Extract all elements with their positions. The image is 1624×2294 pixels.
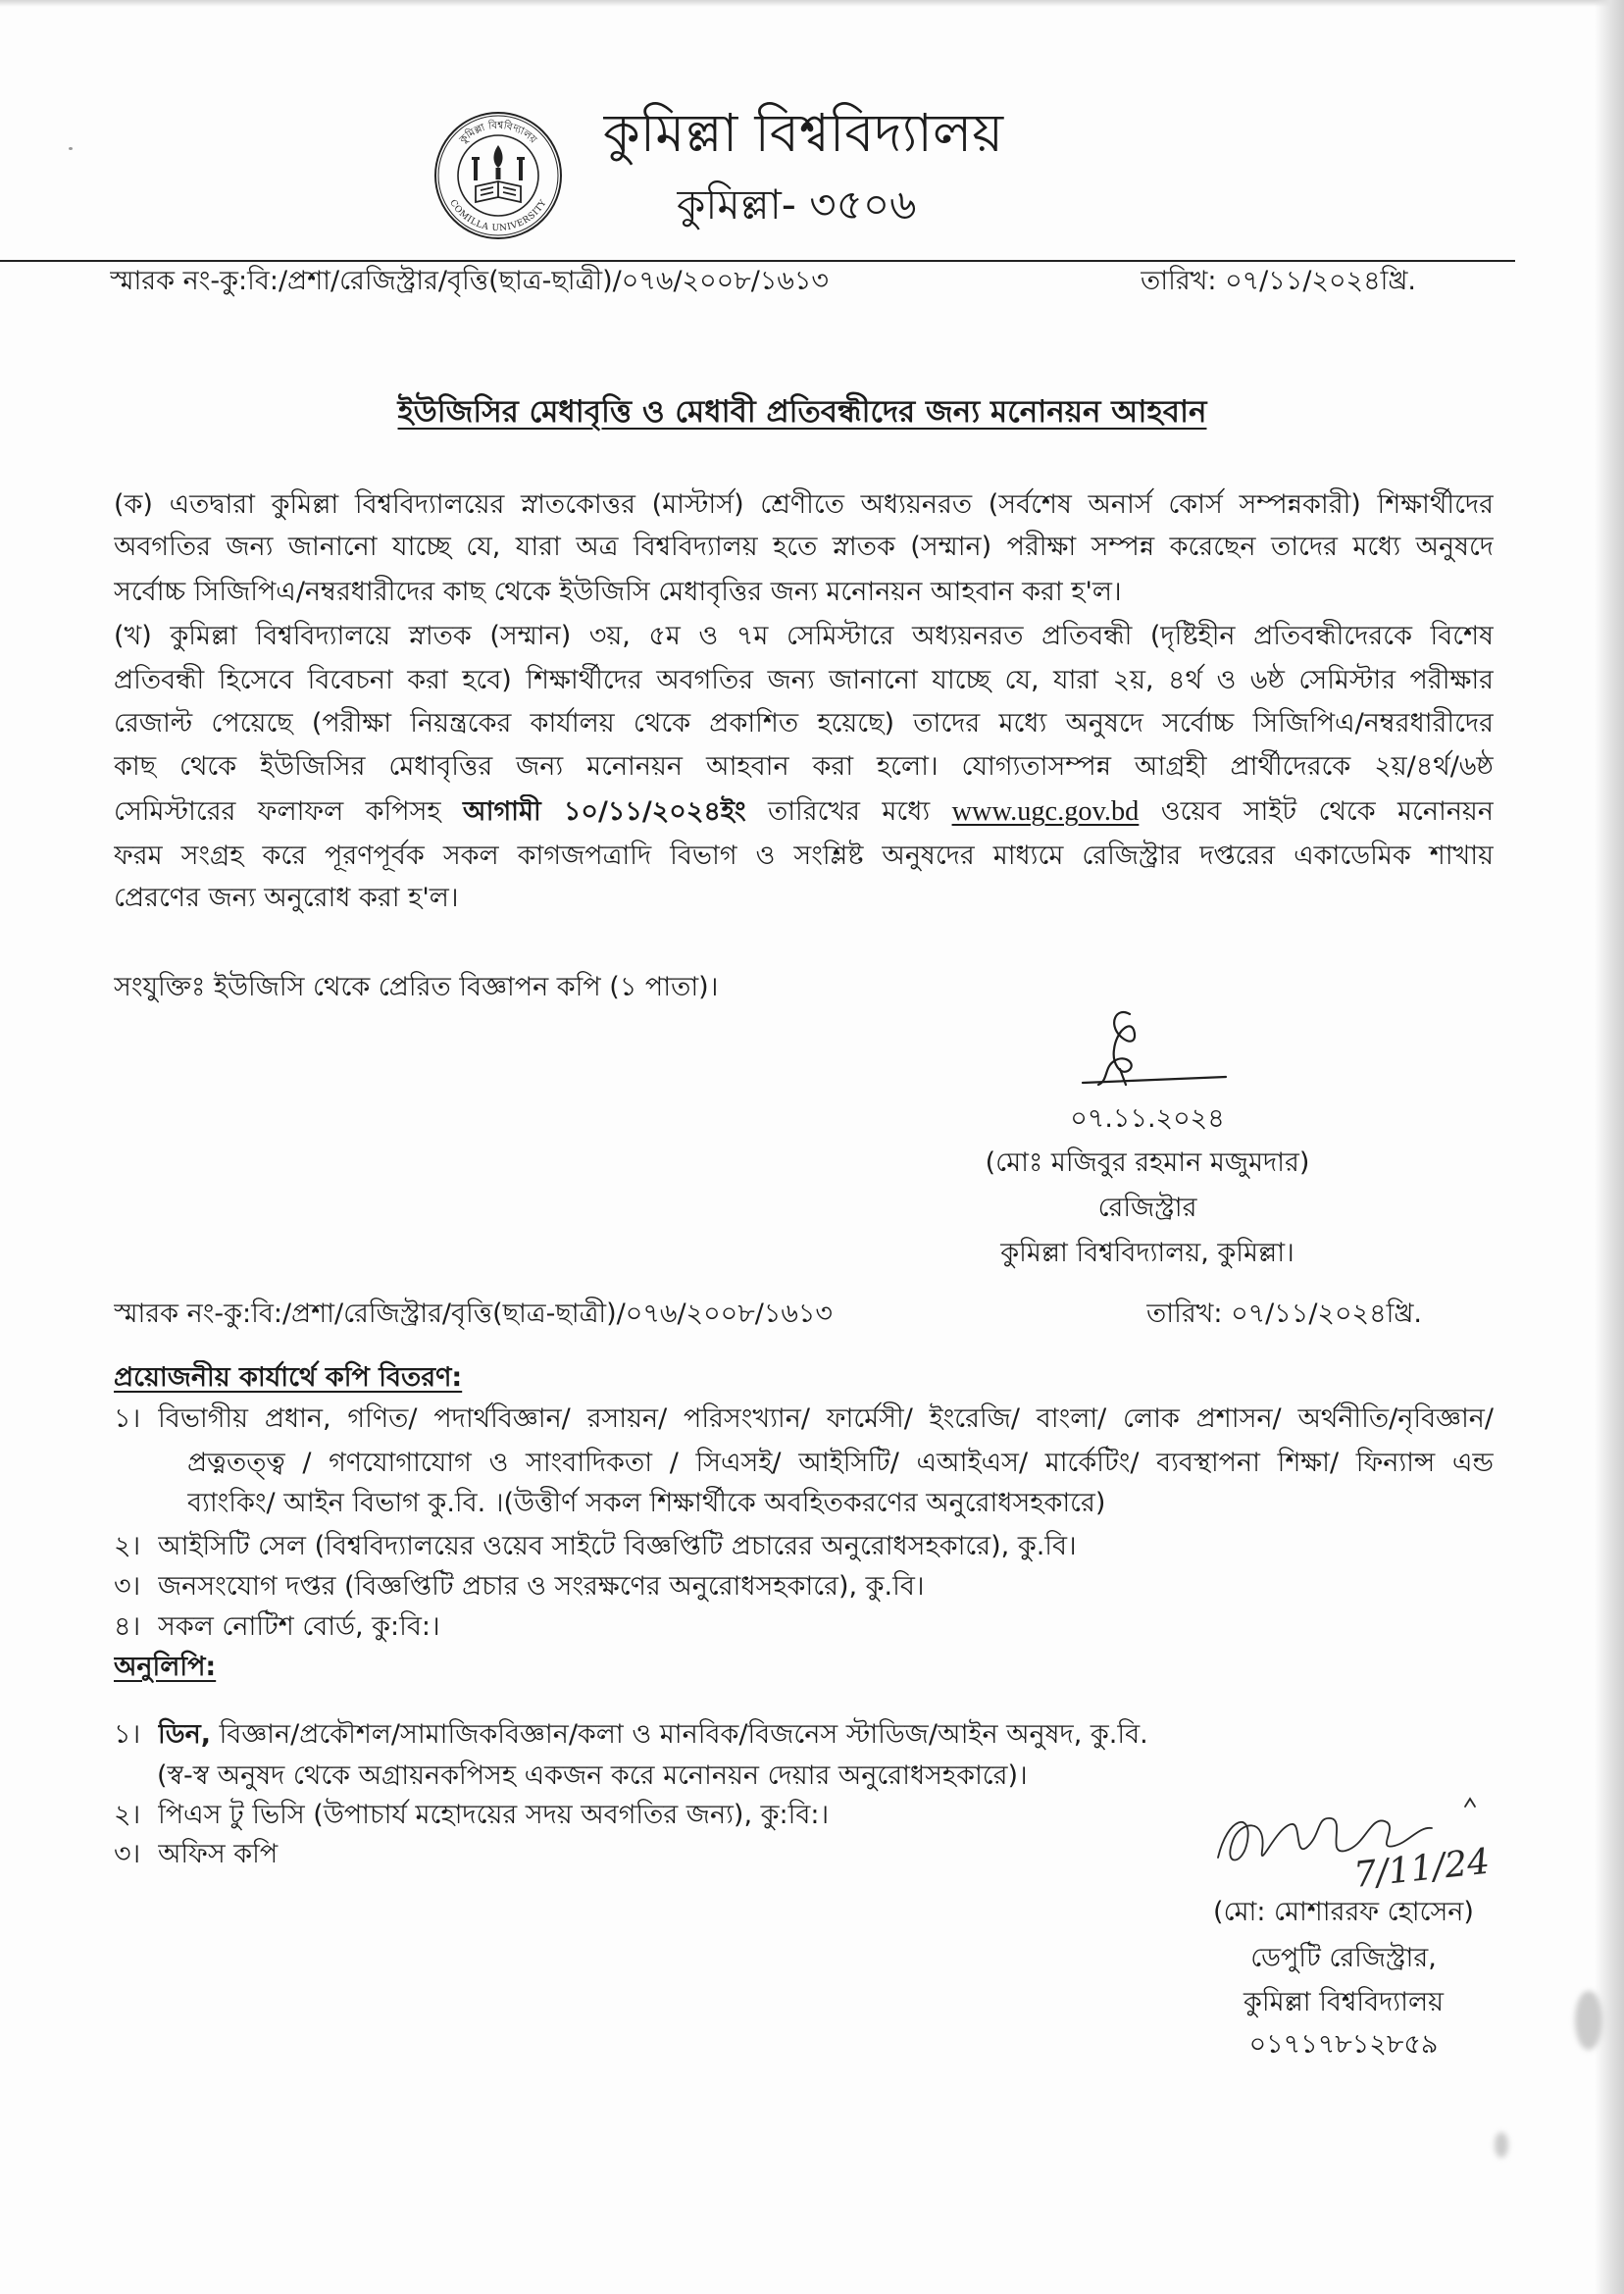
para-kha-line-3: রেজাল্ট পেয়েছে (পরীক্ষা নিয়ন্ত্রকের কার্যালয় থেকে প্রকাশিত হয়েছে) তাদের মধ্যে অনুষদে সর্বোচ্চ সিজিপিএ/নম্বরধারীদের [114,708,1494,739]
copies-item-3: অফিস কপি [158,1839,279,1869]
copies-item-1-number: ১। [114,1719,141,1750]
notice-title: ইউজিসির মেধাবৃত্তি ও মেধাবী প্রতিবন্ধীদের জন্য মনোনয়ন আহবান [397,394,1207,430]
para-ka-line-2: অবগতির জন্য জানানো যাচ্ছে যে, যারা অত্র বিশ্ববিদ্যালয় হতে স্নাতক (সম্মান) পরীক্ষা সম্পন্ন করেছেন তাদের মধ্যে অনুষদে [114,532,1494,562]
distribution-heading: প্রয়োজনীয় কার্যার্থে কপি বিতরণ: [114,1362,463,1393]
para-kha-line-4: কাছ থেকে ইউজিসির মেধাবৃত্তির জন্য মনোনয়ন আহবান করা হলো। যোগ্যতাসম্পন্ন আগ্রহী প্রার্থীদেরকে ২য়/৪র্থ/৬ষ্ঠ [114,751,1494,782]
memo-date-top: তারিখ: ০৭/১১/২০২৪খ্রি. [1141,266,1416,296]
ugc-website-url: www.ugc.gov.bd [951,796,1140,827]
copies-heading: অনুলিপি: [114,1652,217,1682]
logo-torch [493,145,502,179]
scan-edge-top [0,0,1624,7]
para-kha-line-6: ফরম সংগ্রহ করে পূরণপূর্বক সকল কাগজপত্রাদি বিভাগ ও সংশ্লিষ্ট অনুষদের মাধ্যমে রেজিস্ট্রার দপ্তরের একাডেমিক শাখায় [114,841,1494,871]
attachment-note: সংযুক্তিঃ ইউজিসি থেকে প্রেরিত বিজ্ঞাপন কপি (১ পাতা)। [114,972,719,1002]
para-ka-line-3: সর্বোচ্চ সিজিপিএ/নম্বরধারীদের কাছ থেকে ইউজিসি মেধাবৃত্তির জন্য মনোনয়ন আহবান করা হ'ল। [114,577,1122,607]
header-divider [0,260,1515,262]
deputy-registrar-phone: ০১৭১৭৮১২৮৫৯ [1248,2029,1439,2060]
scan-smudge [1575,1991,1602,2050]
memo-reference-bottom: স্মারক নং-কু:বি:/প্রশা/রেজিস্ট্রার/বৃত্তি(ছাত্র-ছাত্রী)/০৭৬/২০০৮/১৬১৩ [114,1299,833,1329]
deputy-registrar-handwritten-date: 7/11/24 [1351,1841,1492,1896]
memo-date-bottom: তারিখ: ০৭/১১/২০২৪খ্রি. [1146,1299,1422,1329]
deputy-registrar-designation: ডেপুটি রেজিস্ট্রার, [1250,1943,1437,1973]
university-city-postcode: কুমিল্লা- ৩৫০৬ [677,180,917,229]
copies-item-2-number: ২। [114,1800,141,1830]
registrar-designation: রেজিস্ট্রার [1097,1193,1197,1223]
para-kha-line-2: প্রতিবন্ধী হিসেবে বিবেচনা করা হবে) শিক্ষার্থীদের অবগতির জন্য জানানো যাচ্ছে যে, যারা ২য়, ৪র্থ ও ৬ষ্ঠ সেমিস্টার পরীক্ষার [114,665,1494,695]
svg-text:কুমিল্লা বিশ্ববিদ্যালয় [457,119,540,147]
distribution-item-3: জনসংযোগ দপ্তর (বিজ্ঞপ্তিটি প্রচার ও সংরক্ষণের অনুরোধসহকারে), কু.বি। [158,1571,925,1602]
copies-item-3-number: ৩। [114,1839,141,1869]
registrar-name: (মোঃ মজিবুর রহমান মজুমদার) [985,1147,1310,1178]
distribution-item-2-number: ২। [114,1531,141,1561]
deputy-registrar-office: কুমিল্লা বিশ্ববিদ্যালয় [1243,1987,1444,2017]
para-kha-line-5-pre: সেমিস্টারের ফলাফল কপিসহ [114,796,441,827]
application-deadline: আগামী ১০/১১/২০২৪ইং [462,796,746,827]
registrar-signature [1069,1002,1236,1096]
para-kha-line-5-mid: তারিখের মধ্যে [767,796,931,827]
distribution-item-2: আইসিটি সেল (বিশ্ববিদ্যালয়ের ওয়েব সাইটে বিজ্ঞপ্তিটি প্রচারের অনুরোধসহকারে), কু.বি। [158,1531,1077,1561]
para-kha-line-5-post: ওয়েব সাইট থেকে মনোনয়ন [1160,796,1494,827]
distribution-item-1-line-2: প্রত্নতত্ত্ব / গণযোগাযোগ ও সাংবাদিকতা / সিএসই/ আইসিটি/ এআইএস/ মার্কেটিং/ ব্যবস্থাপনা শিক্ষা/ ফিন্যান্স এন্ড [187,1448,1494,1478]
distribution-item-4: সকল নোটিশ বোর্ড, কু:বি:। [158,1611,440,1642]
copies-item-1-note: (স্ব-স্ব অনুষদ থেকে অগ্রায়নকপিসহ একজন করে মনোনয়ন দেয়ার অনুরোধসহকারে)। [157,1760,1028,1791]
registrar-sign-date: ০৭.১১.২০২৪ [1070,1103,1225,1134]
distribution-item-1-line-3: ব্যাংকিং/ আইন বিভাগ কু.বি. ।(উত্তীর্ণ সকল শিক্ষার্থীকে অবহিতকরণের অনুরোধসহকারে) [187,1488,1106,1518]
copies-item-2: পিএস টু ভিসি (উপাচার্য মহোদয়ের সদয় অবগতির জন্য), কু:বি:। [158,1800,830,1830]
university-logo-icon [432,110,564,241]
memo-reference-top: স্মারক নং-কু:বি:/প্রশা/রেজিস্ট্রার/বৃত্তি(ছাত্র-ছাত্রী)/০৭৬/২০০৮/১৬১৩ [110,266,829,296]
para-kha-line-5 [114,794,1494,830]
logo-ring-text-top: কুমিল্লা বিশ্ববিদ্যালয় [457,119,539,146]
logo-ring-text-bottom: COMILLA UNIVERSITY [447,198,549,234]
distribution-item-1-number: ১। [114,1403,141,1434]
para-kha-line-1: (খ) কুমিল্লা বিশ্ববিদ্যালয়ে স্নাতক (সম্মান) ৩য়, ৫ম ও ৭ম সেমিস্টারে অধ্যয়নরত প্রতিবন্ধী (দৃষ্টিহীন প্রতিবন্ধীদেরকে বিশেষ [114,621,1494,651]
scan-speck [69,147,73,150]
para-ka-line-1: (ক) এতদ্বারা কুমিল্লা বিশ্ববিদ্যালয়ের স্নাতকোত্তর (মাস্টার্স) শ্রেণীতে অধ্যয়নরত (সর্বশেষ অনার্স কোর্স সম্পন্নকারী) শিক্ষার্থীদের [114,489,1494,520]
scan-smudge-small [1495,2132,1508,2158]
scan-edge-right [1595,0,1624,2294]
distribution-item-4-number: ৪। [114,1611,141,1642]
copies-item-1-faculties: বিজ্ঞান/প্রকৌশল/সামাজিকবিজ্ঞান/কলা ও মানবিক/বিজনেস স্টাডিজ/আইন অনুষদ, কু.বি. [219,1719,1148,1750]
registrar-office: কুমিল্লা বিশ্ববিদ্যালয়, কুমিল্লা। [1000,1238,1294,1268]
copies-item-1 [158,1717,1494,1753]
para-kha-line-7: প্রেরণের জন্য অনুরোধ করা হ'ল। [114,883,459,913]
distribution-item-3-number: ৩। [114,1571,141,1602]
copies-item-1-dean: ডিন, [158,1719,211,1750]
deputy-registrar-signature [1208,1797,1492,1900]
university-name: কুমিল্লা বিশ্ববিদ্যালয় [603,102,1004,164]
deputy-registrar-name: (মো: মোশাররফ হোসেন) [1213,1897,1474,1927]
logo-book [476,181,521,202]
distribution-item-1-line-1: বিভাগীয় প্রধান, গণিত/ পদার্থবিজ্ঞান/ রসায়ন/ পরিসংখ্যান/ ফার্মেসী/ ইংরেজি/ বাংলা/ লোক প্রশাসন/ অর্থনীতি/নৃবিজ্ঞান/ [158,1403,1494,1434]
